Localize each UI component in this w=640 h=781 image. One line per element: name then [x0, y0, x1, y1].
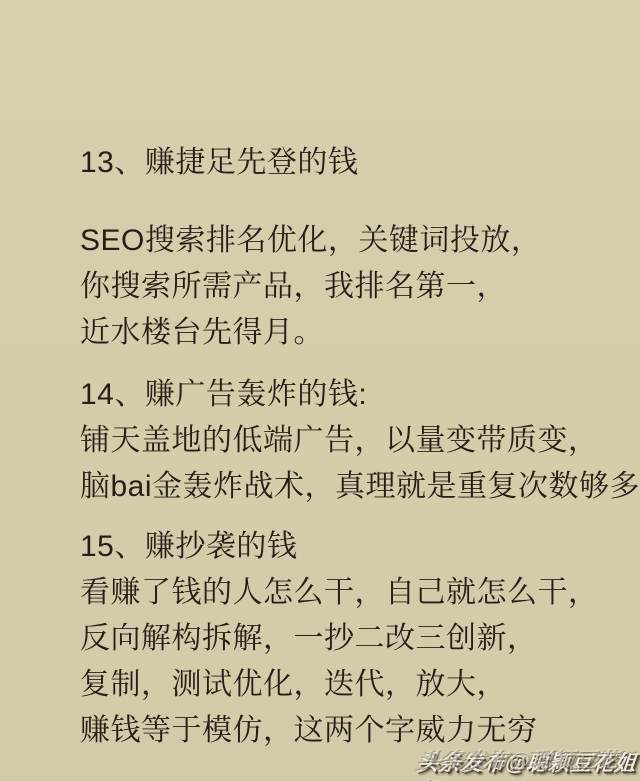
section-13	[80, 140, 634, 356]
article-text	[80, 140, 640, 754]
section-13-heading: 13、赚捷足先登的钱	[80, 146, 359, 179]
section-13-line: 近水楼台先得月。	[80, 316, 324, 349]
section-15	[80, 524, 634, 754]
section-14-line: 脑bai金轰炸战术，真理就是重复次数够多	[80, 470, 640, 503]
watermark-stamp: 头条发布@聪颖豆花姐 头条发布@聪颖豆花姐	[415, 747, 638, 777]
section-15-line: 反向解构拆解，一抄二改三创新，	[80, 622, 538, 655]
section-13-line: SEO搜索排名优化，关键词投放，	[80, 224, 542, 257]
section-15-line: 赚钱等于模仿，这两个字威力无穷	[80, 714, 538, 747]
section-13-line: 你搜索所需产品，我排名第一，	[80, 270, 507, 303]
section-15-line: 复制，测试优化，迭代，放大，	[80, 668, 507, 701]
section-15-line: 看赚了钱的人怎么干，自己就怎么干，	[80, 576, 599, 609]
section-14-heading: 14、赚广告轰炸的钱:	[80, 378, 368, 411]
section-14	[80, 372, 640, 510]
section-15-heading: 15、赚抄袭的钱	[80, 530, 298, 563]
section-14-line: 铺天盖地的低端广告，以量变带质变，	[80, 424, 599, 457]
